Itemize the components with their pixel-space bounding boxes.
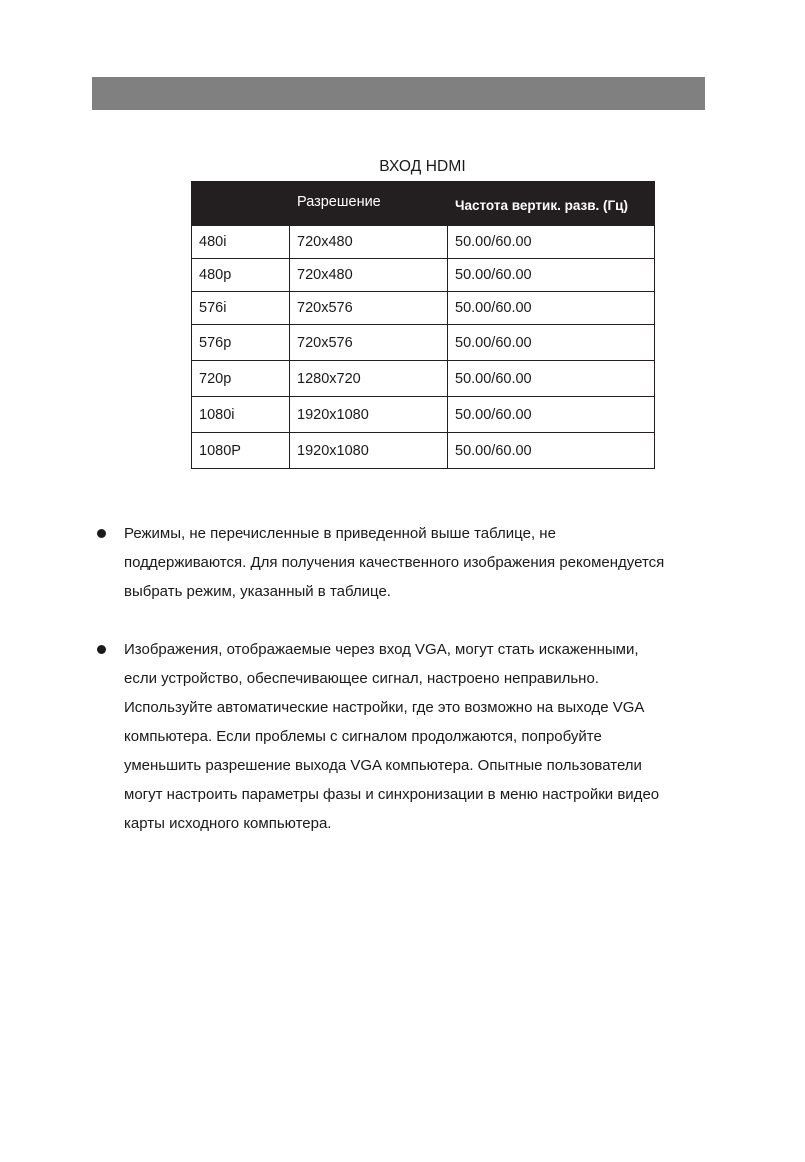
frequency-cell: 50.00/60.00: [448, 433, 655, 469]
mode-cell: 576p: [192, 325, 290, 361]
note-line: уменьшить разрешение выхода VGA компьютера. Опытные пользователи: [124, 757, 642, 774]
note-line: карты исходного компьютера.: [124, 815, 332, 832]
note-line: Режимы, не перечисленные в приведенной выше таблице, не: [124, 525, 556, 542]
notes-list: [92, 519, 712, 867]
mode-cell: 576i: [192, 292, 290, 325]
frequency-cell: 50.00/60.00: [448, 325, 655, 361]
mode-cell: 720p: [192, 361, 290, 397]
table-row: [192, 292, 655, 325]
table-row: [192, 259, 655, 292]
resolution-cell: 720x576: [290, 325, 448, 361]
resolution-cell: 1920x1080: [290, 397, 448, 433]
header-bar: [92, 77, 705, 110]
resolution-cell: 720x576: [290, 292, 448, 325]
table-row: [192, 433, 655, 469]
frequency-cell: 50.00/60.00: [448, 361, 655, 397]
note-line: выбрать режим, указанный в таблице.: [124, 583, 391, 600]
column-header-mode: [192, 182, 290, 226]
note-item-vga-distortion: [92, 635, 712, 838]
note-line: могут настроить параметры фазы и синхронизации в меню настройки видео: [124, 786, 660, 803]
frequency-cell: 50.00/60.00: [448, 259, 655, 292]
table-row: [192, 226, 655, 259]
bullet-dot-icon: [97, 645, 106, 654]
mode-cell: 480p: [192, 259, 290, 292]
note-line: Используйте автоматические настройки, где это возможно на выходе VGA: [124, 699, 645, 716]
table-row: [192, 397, 655, 433]
table-title: ВХОД HDMI: [379, 158, 466, 175]
frequency-cell: 50.00/60.00: [448, 292, 655, 325]
frequency-cell: 50.00/60.00: [448, 397, 655, 433]
resolution-cell: 1280x720: [290, 361, 448, 397]
column-header-frequency: Частота вертик. разв. (Гц): [448, 182, 655, 226]
table-row: [192, 361, 655, 397]
resolution-cell: 1920x1080: [290, 433, 448, 469]
frequency-cell: 50.00/60.00: [448, 226, 655, 259]
column-header-resolution: Разрешение: [290, 182, 448, 226]
mode-cell: 1080i: [192, 397, 290, 433]
note-line: компьютера. Если проблемы с сигналом продолжаются, попробуйте: [124, 728, 602, 745]
mode-cell: 1080P: [192, 433, 290, 469]
hdmi-modes-table: [191, 181, 655, 469]
note-line: поддерживаются. Для получения качественного изображения рекомендуется: [124, 554, 665, 571]
resolution-cell: 720x480: [290, 226, 448, 259]
note-item-unsupported-modes: [92, 519, 712, 606]
table-header-row: [192, 182, 655, 226]
resolution-cell: 720x480: [290, 259, 448, 292]
mode-cell: 480i: [192, 226, 290, 259]
note-line: Изображения, отображаемые через вход VGA, могут стать искаженными,: [124, 641, 639, 658]
table-row: [192, 325, 655, 361]
note-line: если устройство, обеспечивающее сигнал, настроено неправильно.: [124, 670, 599, 687]
bullet-dot-icon: [97, 529, 106, 538]
